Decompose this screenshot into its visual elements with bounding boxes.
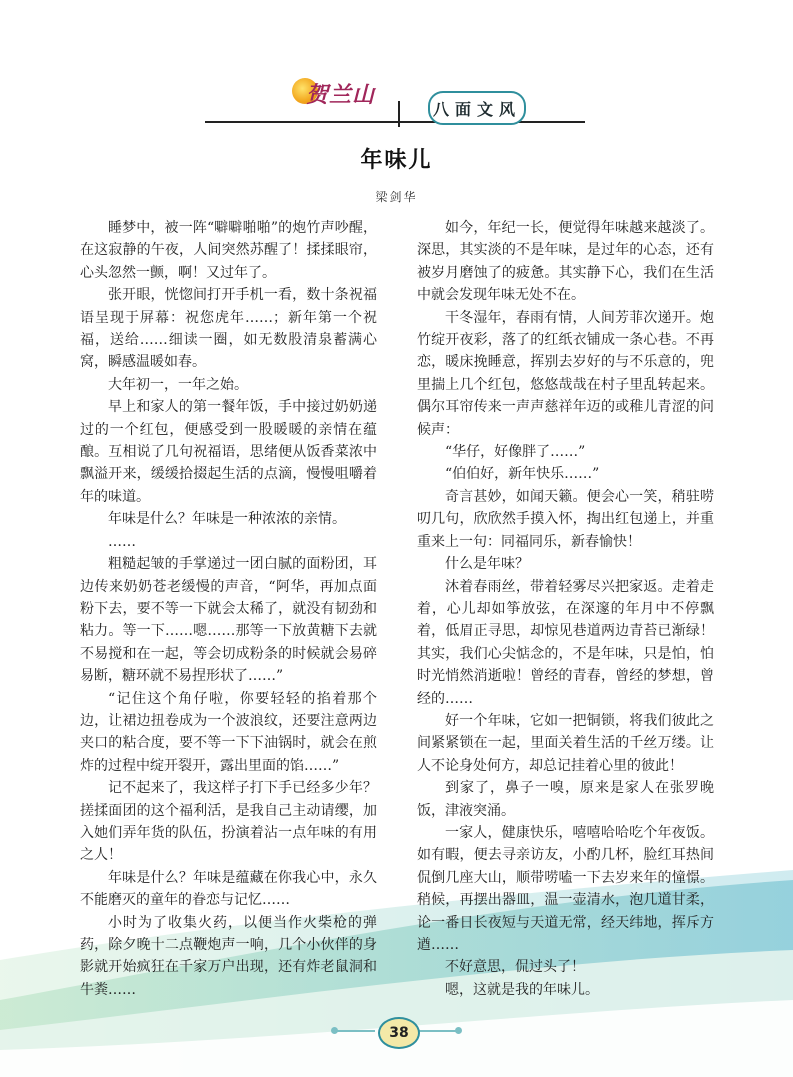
right-column-paragraph: 嗯，这就是我的年味儿。 [445,981,599,998]
right-column-paragraph: 什么是年味？ [445,556,529,573]
footer-rule-left [335,1030,375,1032]
left-column-paragraph: 睡梦中，被一阵“噼噼啪啪”的炮竹声吵醒，在这寂静的午夜，人间突然苏醒了！揉揉眼帘，心头忽然一颤，啊！又过年了。 [80,220,377,281]
right-column-paragraph: 一家人，健康快乐，嘻嘻哈哈吃个年夜饭。如有暇，便去寻亲访友，小酌几杯，脸红耳热间侃倒几座大山，顺带唠嗑一下去岁来年的憧憬。稍候，再摆出器皿，温一壶清水，泡几道甘柔，论一番日长夜短与天道无常，经天纬地，挥斥方遒…… [417,824,714,953]
section-label: 八面文风 [432,99,521,119]
left-column-paragraph: 记不起来了，我这样子打下手已经多少年？搓揉面团的这个福利活，是我自己主动请缨，加入她们弄年货的队伍，扮演着沾一点年味的有用之人！ [80,780,377,864]
right-column-paragraph: 不好意思，侃过头了！ [445,959,585,976]
left-column-paragraph: 粗糙起皱的手掌递过一团白腻的面粉团，耳边传来奶奶苍老缓慢的声音，“阿华，再加点面粉下去，要不等一下就会太稀了，就没有韧劲和粘力。等一下……嗯……那等一下放黄糖下去就不易搅和在一起，等会切成粉条的时候就会易碎易断，糖环就不易捏形状了……” [80,556,377,685]
right-column-paragraph: “华仔，好像胖了……” [445,444,586,461]
footer-rule-right [418,1030,458,1032]
right-column [417,217,714,1001]
footer-dot-left [331,1027,338,1034]
left-column-paragraph: 年味是什么？年味是蕴藏在你我心中，永久不能磨灭的童年的眷恋与记忆…… [80,869,377,909]
right-column-paragraph: 干冬湿年，春雨有情，人间芳菲次递开。炮竹绽开夜彩，落了的红纸衣铺成一条心巷。不再恋，暖床挽睡意，挥别去岁好的与不乐意的，兜里揣上几个红包，悠悠哉哉在村子里乱转起来。偶尔耳帘传来一声声慈祥年迈的或稚儿青涩的问候声： [417,309,714,438]
article-title: 年味儿 [360,147,433,173]
right-column-paragraph: 沐着春雨丝，带着轻雾尽兴把家返。走着走着，心儿却如筝放弦，在深邃的年月中不停飘着，低眉正寻思，却惊见巷道两边青苔已渐绿！其实，我们心尖惦念的，不是年味，只是怕，怕时光悄然消逝啦！曾经的青春，曾经的梦想，曾经的…… [417,578,714,707]
right-column-paragraph: “伯伯好，新年快乐……” [445,466,600,483]
right-column-paragraph: 到家了，鼻子一嗅，原来是家人在张罗晚饭，津液突涌。 [417,780,714,819]
article-author: 梁剑华 [375,190,418,204]
footer-dot-right [455,1027,462,1034]
left-column-paragraph: …… [108,533,136,550]
logo-text: 贺兰山 [306,82,376,108]
left-column-paragraph: 小时为了收集火药，以便当作火柴枪的弹药，除夕晚十二点鞭炮声一响，几个小伙伴的身影就开始疯狂在千家万户出现，还有炸老鼠洞和牛粪…… [80,914,377,998]
left-column-paragraph: “记住这个角仔啦，你要轻轻的掐着那个边，让裙边扭卷成为一个波浪纹，还要注意两边夹口的粘合度，要不等一下下油锅时，就会在煎炸的过程中绽开裂开，露出里面的馅……” [80,690,377,774]
left-column-paragraph: 年味是什么？年味是一种浓浓的亲情。 [108,511,346,528]
left-column-paragraph: 大年初一，一年之始。 [108,376,248,393]
left-column-paragraph: 张开眼，恍惚间打开手机一看，数十条祝福语呈现于屏幕：祝您虎年……；新年第一个祝福，送给……细读一圈，如无数股清泉蓄满心窝，瞬感温暖如春。 [80,287,377,371]
right-column-paragraph: 好一个年味，它如一把铜锁，将我们彼此之间紧紧锁在一起，里面关着生活的千丝万缕。让人不论身处何方，却总记挂着心里的彼此！ [417,712,714,774]
left-column-paragraph: 早上和家人的第一餐年饭，手中接过奶奶递过的一个红包，便感受到一股暖暖的亲情在蕴酿。互相说了几句祝福语，思绪便从饭香菜浓中飘溢开来，缓缓拾掇起生活的点滴，慢慢咀嚼着年的味道。 [80,399,377,505]
left-column [80,217,377,1001]
page-number: 38 [378,1017,420,1049]
right-column-paragraph: 如今，年纪一长，便觉得年味越来越淡了。深思，其实淡的不是年味，是过年的心态，还有被岁月磨蚀了的疲惫。其实静下心，我们在生活中就会发现年味无处不在。 [417,220,714,304]
right-column-paragraph: 奇言甚妙，如闻天籁。便会心一笑，稍驻唠叨几句，欣欣然手摸入怀，掏出红包递上，并重重来上一句：同福同乐，新春愉快！ [417,488,714,550]
